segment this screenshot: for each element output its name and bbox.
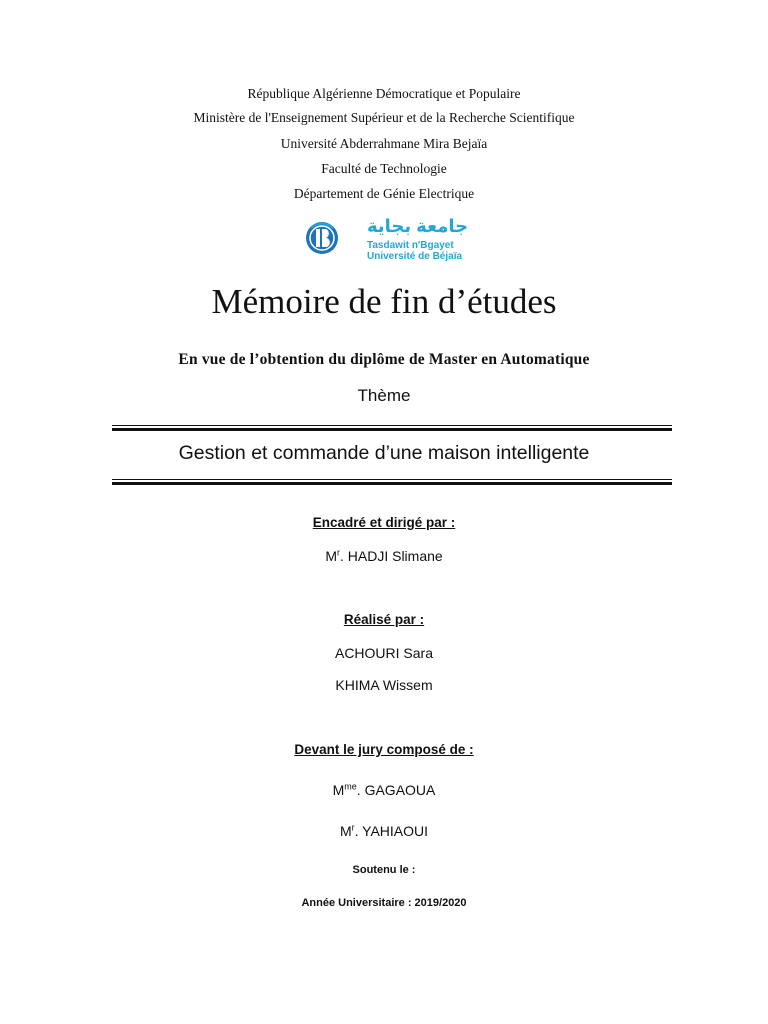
authors-label: Réalisé par : — [343, 612, 425, 627]
header-department: Département de Génie Electrique — [293, 186, 475, 201]
header-ministry: Ministère de l'Enseignement Supérieur et de la Recherche Scientifique — [193, 110, 575, 125]
jury-member: $M^r$. YAHIAOUI — [339, 822, 429, 839]
rule-bottom — [112, 479, 672, 485]
rule-top — [112, 425, 672, 431]
theme-label: Thème — [357, 386, 411, 405]
header-republic: République Algérienne Démocratique et Populaire — [247, 86, 521, 101]
supervisor-name: $M^r$. HADJI Slimane — [325, 547, 443, 564]
jury-member: $M^{me}$. GAGAOUA — [332, 781, 436, 798]
header-faculty: Faculté de Technologie — [321, 161, 447, 176]
academic-year: Année Universitaire : 2019/2020 — [301, 897, 467, 909]
author-name: KHIMA Wissem — [335, 677, 433, 693]
thesis-subject: Gestion et commande d’une maison intelligente — [178, 442, 590, 464]
university-logo — [305, 216, 485, 264]
logo-arabic-name: جامعة بجاية — [367, 216, 469, 236]
document-subtitle: En vue de l’obtention du diplôme de Master en Automatique — [178, 351, 590, 368]
author-name: ACHOURI Sara — [334, 645, 434, 661]
document-title: Mémoire de fin d’études — [211, 282, 557, 321]
logo-french-name: Université de Béjaïa — [367, 251, 463, 262]
supervisor-label: Encadré et dirigé par : — [312, 515, 456, 530]
header-university: Université Abderrahmane Mira Bejaïa — [280, 136, 488, 151]
defense-date-label: Soutenu le : — [352, 864, 416, 876]
jury-label: Devant le jury composé de : — [294, 742, 474, 757]
logo-kabyle-name: Tasdawit n'Bgayet — [367, 240, 454, 251]
